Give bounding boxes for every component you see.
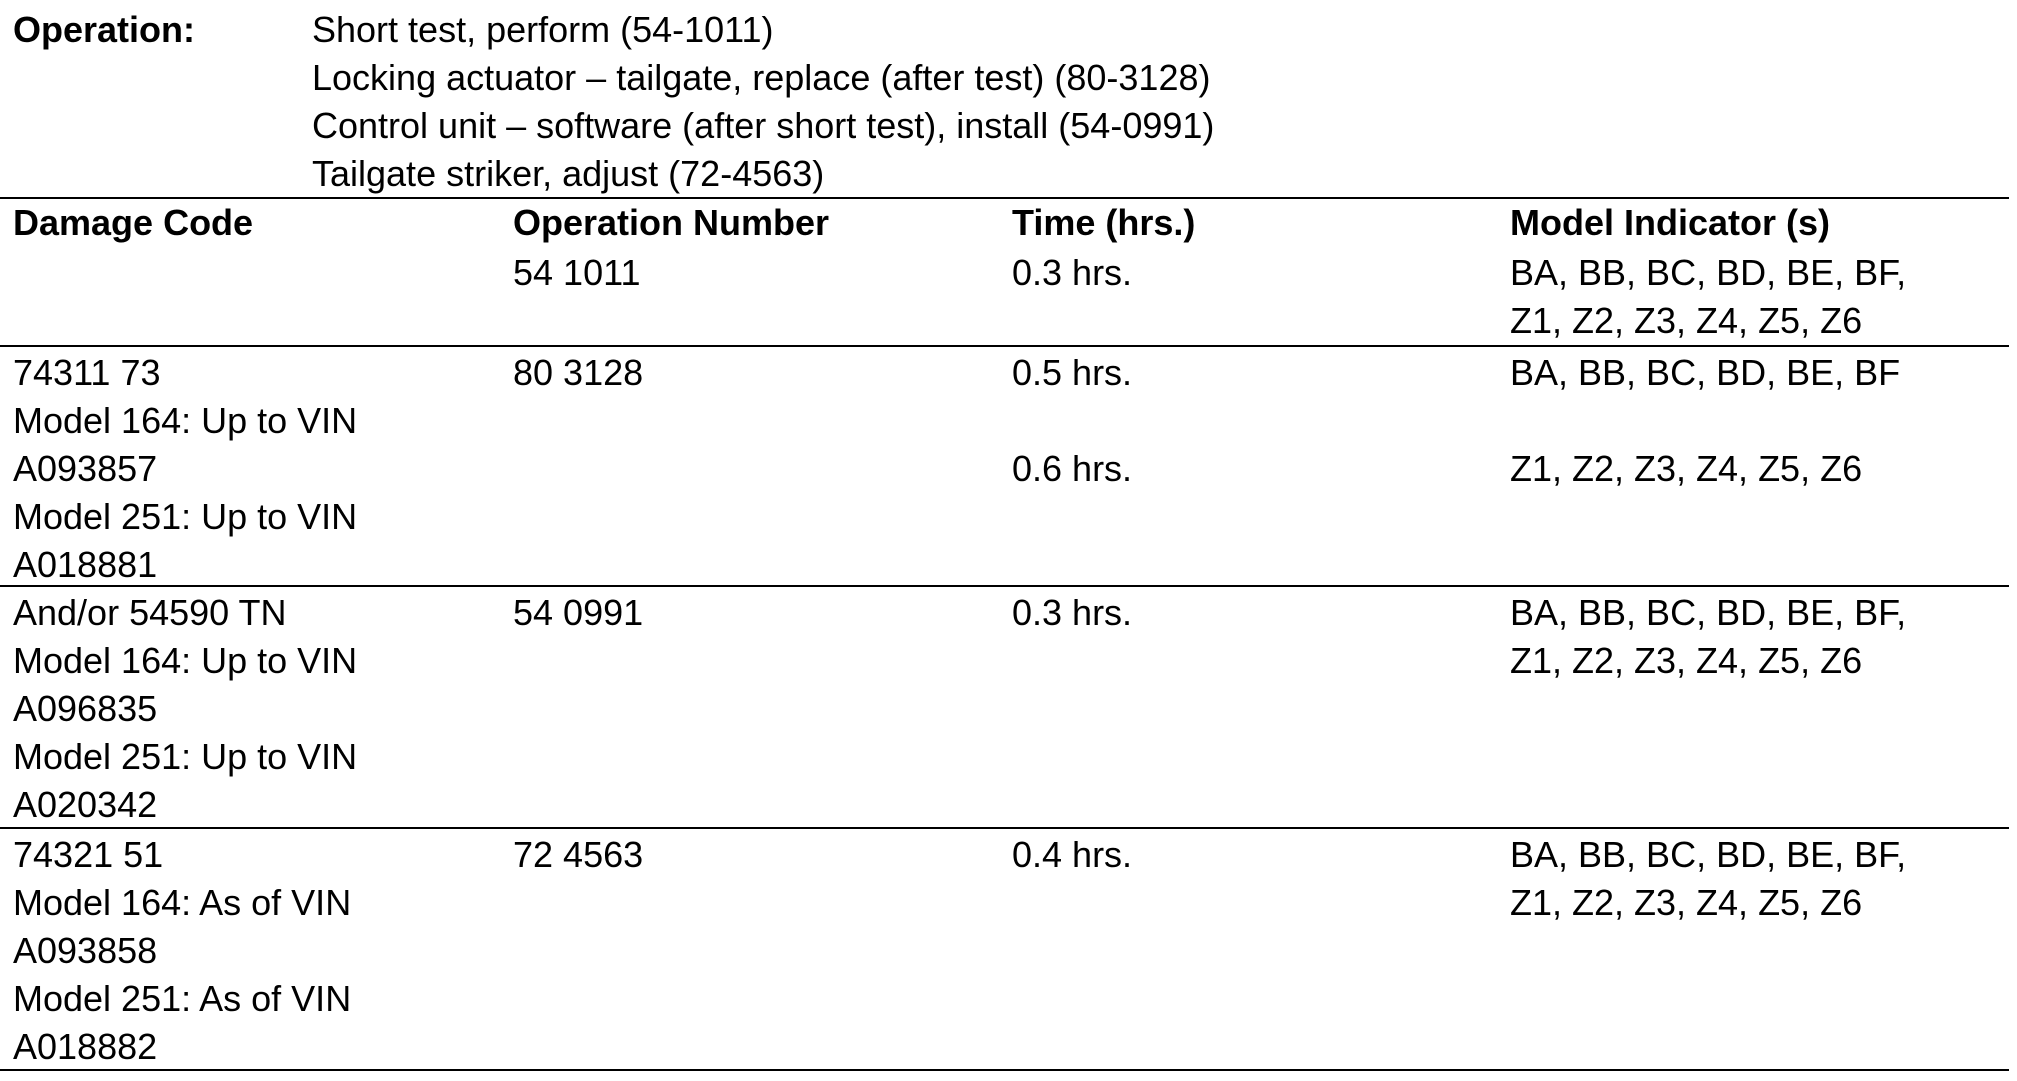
damage-code-line: Model 251: As of VIN <box>13 978 352 1019</box>
header-operation-number: Operation Number <box>513 202 830 243</box>
model-indicator-line: BA, BB, BC, BD, BE, BF, <box>1510 834 1907 875</box>
model-indicator-cell <box>1510 589 1906 685</box>
time-cell <box>1012 349 1132 493</box>
damage-code-line: Model 251: Up to VIN <box>13 736 358 777</box>
damage-code-line: Model 164: As of VIN <box>13 882 352 923</box>
damage-code-line: 74321 51 <box>13 834 164 875</box>
table-rule <box>0 345 2009 347</box>
operation-label: Operation: <box>13 9 196 50</box>
operation-number: 80 3128 <box>513 352 644 393</box>
header-model-indicator: Model Indicator (s) <box>1510 202 1831 243</box>
model-indicator-cell <box>1510 349 1900 493</box>
operation-line: Short test, perform (54-1011) <box>312 9 774 50</box>
time-cell <box>1012 249 1132 297</box>
operation-line: Control unit – software (after short test), install (54-0991) <box>312 105 1215 146</box>
damage-code-line: A096835 <box>13 688 158 729</box>
damage-code-line: 74311 73 <box>13 352 161 393</box>
damage-code-line: Model 164: Up to VIN <box>13 400 358 441</box>
damage-code-line: And/or 54590 TN <box>13 592 287 633</box>
operation-line: Locking actuator – tailgate, replace (after test) (80-3128) <box>312 57 1211 98</box>
operation-number-cell <box>513 831 643 879</box>
damage-code-line: Model 251: Up to VIN <box>13 496 358 537</box>
model-indicator-line: BA, BB, BC, BD, BE, BF, <box>1510 592 1907 633</box>
time-value: 0.5 hrs. <box>1012 352 1133 393</box>
damage-code-cell <box>13 349 357 589</box>
model-indicator-line <box>1510 397 1900 445</box>
operation-list <box>312 6 1214 198</box>
model-indicator-line: Z1, Z2, Z3, Z4, Z5, Z6 <box>1510 300 1863 341</box>
operation-line: Tailgate striker, adjust (72-4563) <box>312 153 825 194</box>
model-indicator-line: Z1, Z2, Z3, Z4, Z5, Z6 <box>1510 882 1863 923</box>
model-indicator-line: Z1, Z2, Z3, Z4, Z5, Z6 <box>1510 448 1863 489</box>
damage-code-cell <box>13 589 357 829</box>
operation-number-cell <box>513 349 643 397</box>
operation-number: 54 0991 <box>513 592 644 633</box>
time-value: 0.3 hrs. <box>1012 252 1133 293</box>
model-indicator-line: BA, BB, BC, BD, BE, BF <box>1510 352 1901 393</box>
time-cell <box>1012 831 1132 879</box>
damage-code-line: A093858 <box>13 930 158 971</box>
damage-code-line: A018881 <box>13 544 158 585</box>
model-indicator-line: Z1, Z2, Z3, Z4, Z5, Z6 <box>1510 640 1863 681</box>
operation-number-cell <box>513 249 640 297</box>
model-indicator-cell <box>1510 831 1906 927</box>
header-time: Time (hrs.) <box>1012 202 1196 243</box>
time-value <box>1012 397 1132 445</box>
time-value: 0.3 hrs. <box>1012 592 1133 633</box>
operation-number: 72 4563 <box>513 834 644 875</box>
operation-number: 54 1011 <box>513 252 641 293</box>
damage-code-line: A020342 <box>13 784 158 825</box>
damage-code-line: A093857 <box>13 448 158 489</box>
damage-code-line: Model 164: Up to VIN <box>13 640 358 681</box>
time-value: 0.4 hrs. <box>1012 834 1133 875</box>
time-cell <box>1012 589 1132 637</box>
model-indicator-cell <box>1510 249 1906 345</box>
damage-code-cell <box>13 831 351 1071</box>
damage-code-line: A018882 <box>13 1026 158 1067</box>
header-damage-code: Damage Code <box>13 202 254 243</box>
model-indicator-line: BA, BB, BC, BD, BE, BF, <box>1510 252 1907 293</box>
operation-number-cell <box>513 589 643 637</box>
time-value: 0.6 hrs. <box>1012 448 1133 489</box>
